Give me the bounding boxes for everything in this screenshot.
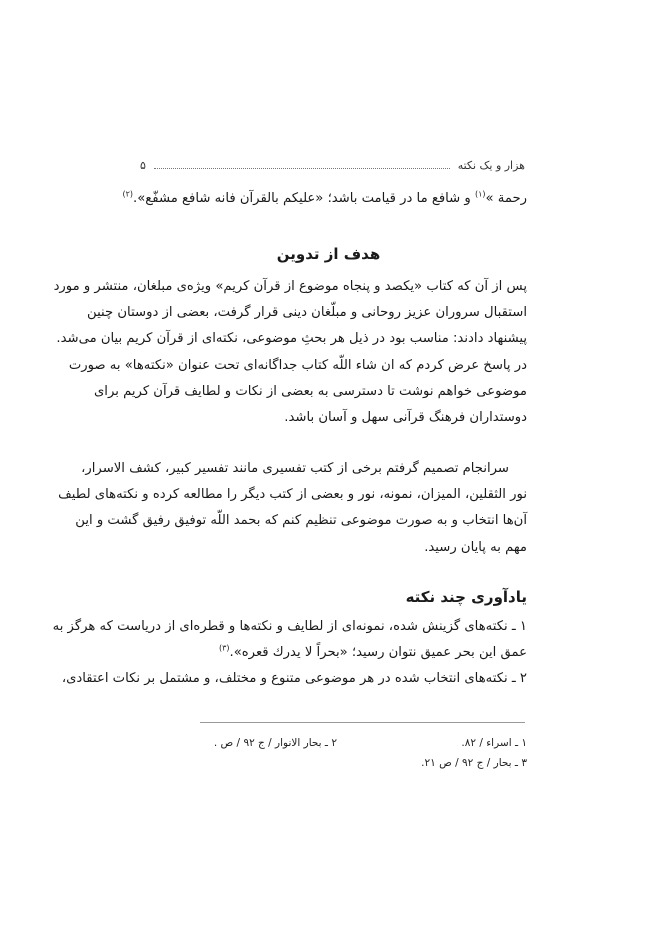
intro-line <box>122 186 527 212</box>
paragraph-line: پیشنهاد دادند: مناسب بود در ذیل هر بحثِ موضوعی، نکته‌ای از قرآن کریم بیان می‌شد. <box>56 331 527 347</box>
book-title: هزار و یک نکته <box>457 158 525 172</box>
footnote-row <box>130 753 527 773</box>
header-dot-leader <box>154 168 450 169</box>
intro-text-b: و شافع ما در قیامت باشد؛ «علیکم بالقرآن فانه شافع مشفّع». <box>133 191 475 206</box>
footnote-divider <box>200 722 525 723</box>
footnotes <box>130 733 527 773</box>
footnote-row <box>130 733 527 753</box>
paragraph-purpose-1 <box>53 274 527 431</box>
page-number: ۵ <box>140 158 146 172</box>
paragraph-line: در پاسخ عرض کردم که ان شاء اللّه کتاب جداگانه‌ای تحت عنوان «نکته‌ها» به صورت <box>68 357 527 373</box>
intro-text-a: رحمة » <box>485 191 527 206</box>
footnote-ref-2: (۲) <box>122 189 134 199</box>
paragraph-line: مهم به پایان رسید. <box>424 539 527 555</box>
notes-list <box>52 614 527 693</box>
paragraph-line: نور الثقلین، المیزان، نمونه، نور و بعضی از کتب دیگر را مطالعه کرده و نکته‌های لطیف <box>58 487 527 503</box>
paragraph-line: سرانجام تصمیم گرفتم برخی از کتب تفسیری مانند تفسیر کبیر، کشف الاسرار، <box>81 461 509 476</box>
paragraph-line: آن‌ها انتخاب و به صورت موضوعی تنظیم کنم که بحمد اللّه توفیق رفیق گشت و این <box>75 513 527 529</box>
footnote-3: ۳ ـ بحار / ج ۹۲ / ص ۲۱. <box>421 757 527 769</box>
list-item-1-line-1: ۱ ـ نکته‌های گزینش شده، نمونه‌ای از لطایف و نکته‌ها و قطره‌ای از دریاست که هرگز به <box>52 619 527 634</box>
section-heading-purpose: هدف از تدوین <box>276 245 381 263</box>
footnote-ref-1: (۱) <box>474 189 486 199</box>
section-heading-notes: یادآوری چند نکته <box>405 588 527 606</box>
paragraph-line: موضوعی خواهم نوشت تا دسترسی به بعضی از نکات و لطایف قرآن کریم برای <box>93 383 527 399</box>
paragraph-line: دوستداران فرهنگ قرآنی سهل و آسان باشد. <box>284 410 527 426</box>
list-item-2-line-1: ۲ ـ نکته‌های انتخاب شده در هر موضوعی متنوع و مختلف، و مشتمل بر نکات اعتقادی، <box>61 671 527 687</box>
footnote-ref-3: (۳) <box>218 643 230 653</box>
list-item-1-text: عمق این بحر عمیق نتوان رسید؛ «بحراً لا یدرك قعره». <box>229 645 527 661</box>
paragraph-purpose-2 <box>58 456 527 561</box>
list-item-1-line-2 <box>130 640 527 666</box>
paragraph-line: پس از آن که کتاب «یکصد و پنجاه موضوع از قرآن کریم» ویژه‌ی مبلغان، منتشر و مورد <box>53 279 527 294</box>
paragraph-line: استقبال سروران عزیز روحانی و مبلّغان دینی قرار گرفت، بعضی از دوستان چنین <box>87 305 527 321</box>
footnote-1: ۱ ـ اسراء / ۸۲. <box>461 737 527 749</box>
running-header <box>140 155 525 175</box>
footnote-2: ۲ ـ بحار الانوار / ج ۹۲ / ص . <box>213 737 337 749</box>
